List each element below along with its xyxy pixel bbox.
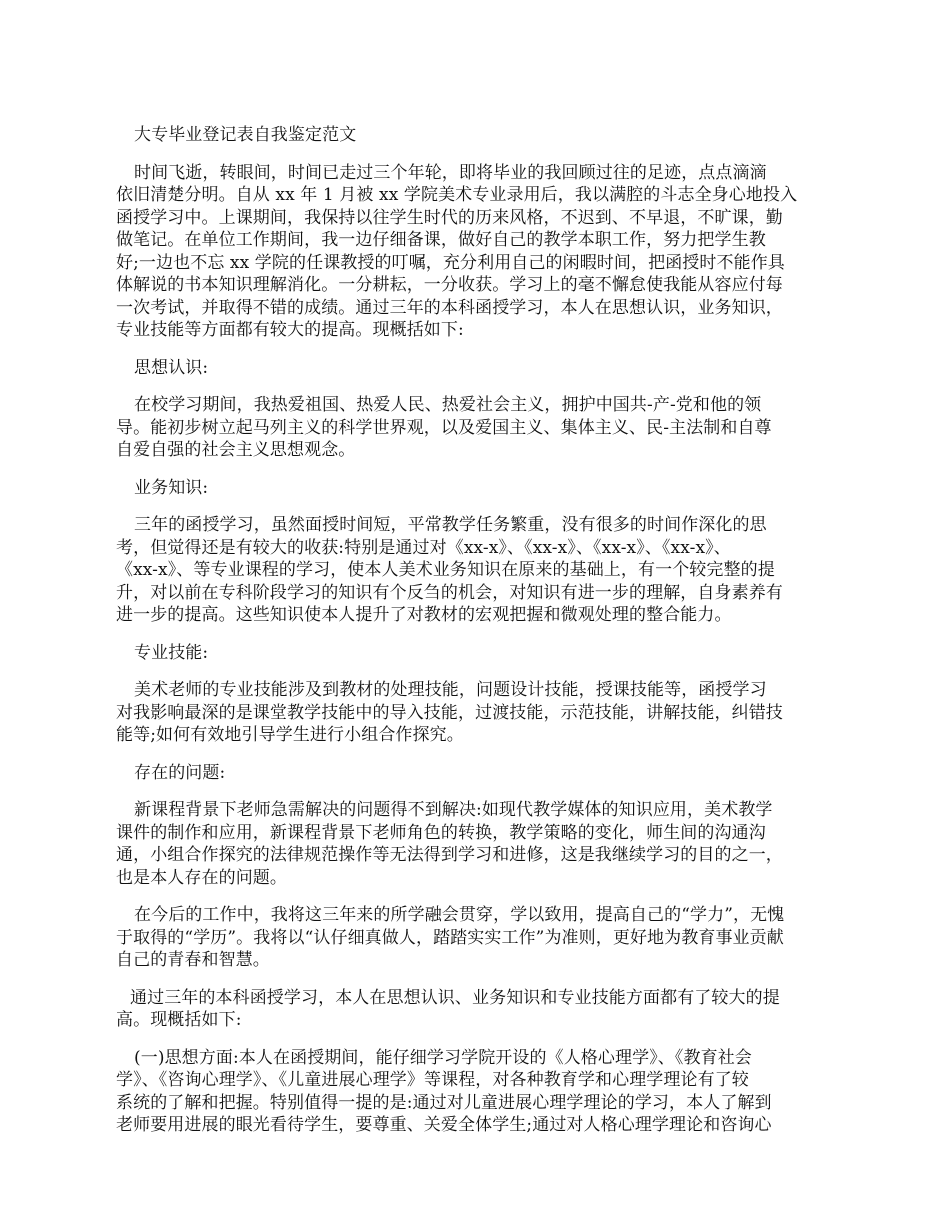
paragraph-spacer	[116, 747, 840, 762]
paragraph	[116, 642, 840, 665]
text-line: 专业技能等方面都有较大的提高。现概括如下:	[116, 320, 464, 340]
text-line: 自己的青春和智慧。	[116, 950, 270, 970]
paragraph	[116, 799, 840, 889]
text-line: 学》、《咨询心理学》、《儿童进展心理学》等课程，对各种教育学和心理学理论有了较	[116, 1070, 749, 1090]
paragraph-spacer	[116, 784, 840, 799]
text-line: 函授学习中。上课期间，我保持以往学生时代的历来风格，不迟到、不早退，不旷课，勤	[116, 207, 783, 228]
document-page	[116, 124, 840, 1137]
text-line: 专业技能:	[134, 642, 209, 663]
paragraph-spacer	[116, 972, 840, 987]
text-line: 美术老师的专业技能涉及到教材的处理技能，问题设计技能，授课技能等，函授学习	[134, 680, 767, 700]
text-line: 业务知识:	[134, 477, 209, 498]
text-line: 三年的函授学习，虽然面授时间短，平常教学任务繁重，没有很多的时间作深化的思	[134, 515, 767, 535]
text-line: 进一步的提高。这些知识使本人提升了对教材的宏观把握和微观处理的整合能力。	[116, 605, 732, 625]
text-line: 存在的问题:	[134, 762, 226, 783]
text-line: 考，但觉得还是有较大的收获:特别是通过对《xx-x》、《xx-x》、《xx-x》、《xx-x》、	[116, 537, 731, 558]
paragraph-spacer	[116, 664, 840, 679]
paragraph	[116, 1047, 840, 1137]
text-line: 思想认识:	[134, 357, 209, 378]
text-line: 导。能初步树立起马列主义的科学世界观，以及爱国主义、集体主义、民-主法制和自尊	[116, 417, 772, 438]
text-line: 课件的制作和应用，新课程背景下老师角色的转换，教学策略的变化，师生间的沟通沟	[116, 822, 766, 843]
text-line: 《xx-x》、等专业课程的学习，使本人美术业务知识在原来的基础上，有一个较完整的提	[116, 560, 775, 580]
text-line: 体解说的书本知识理解消化。一分耕耘，一分收获。学习上的毫不懈怠使我能从容应付每	[116, 275, 783, 295]
paragraph	[116, 357, 840, 380]
paragraph-spacer	[116, 379, 840, 394]
paragraph	[116, 514, 840, 627]
text-line: 好;一边也不忘 xx 学院的任课教授的叮嘱，充分利用自己的闲暇时间，把函授时不能作具	[116, 252, 785, 273]
text-line: 在今后的工作中，我将这三年来的所学融会贯穿，学以致用，提高自己的“学力”，无愧	[134, 905, 785, 925]
text-line: 通过三年的本科函授学习，本人在思想认识、业务知识和专业技能方面都有了较大的提	[130, 987, 780, 1008]
text-line: 高。现概括如下:	[116, 1010, 242, 1030]
text-line: (一)思想方面:本人在函授期间，能仔细学习学院开设的《人格心理学》、《教育社会	[134, 1047, 752, 1068]
paragraph-spacer	[116, 462, 840, 477]
text-line: 老师要用进展的眼光看待学生，要尊重、关爱全体学生;通过对人格心理学理论和咨询心	[116, 1115, 772, 1135]
text-line: 依旧清楚分明。自从 xx 年 1 月被 xx 学院美术专业录用后，我以满腔的斗志全身心地投入	[116, 185, 798, 205]
text-line: 一次考试，并取得不错的成绩。通过三年的本科函授学习，本人在思想认识，业务知识，	[116, 297, 783, 318]
text-line: 新课程背景下老师急需解决的问题得不到解决:如现代教学媒体的知识应用，美术教学	[134, 800, 773, 820]
text-line: 于取得的“学历”。我将以“认仔细真做人，踏踏实实工作”为准则，更好地为教育事业贡献	[116, 927, 784, 948]
text-line: 也是本人存在的问题。	[116, 867, 287, 888]
text-line: 大专毕业登记表自我鉴定范文	[134, 125, 357, 145]
paragraph	[116, 162, 840, 342]
text-line: 能等;如何有效地引导学生进行小组合作探究。	[116, 725, 464, 745]
text-line: 自爱自强的社会主义思想观念。	[116, 440, 356, 460]
paragraph-spacer	[116, 342, 840, 357]
text-line: 做笔记。在单位工作期间，我一边仔细备课，做好自己的教学本职工作，努力把学生教	[116, 230, 766, 250]
text-line: 时间飞逝，转眼间，时间已走过三个年轮，即将毕业的我回顾过往的足迹，点点滴滴	[134, 162, 767, 183]
paragraph-spacer	[116, 499, 840, 514]
paragraph	[116, 679, 840, 747]
text-line: 对我影响最深的是课堂教学技能中的导入技能，过渡技能，示范技能，讲解技能，纠错技	[116, 702, 783, 723]
text-line: 系统的了解和把握。特别值得一提的是:通过对儿童进展心理学理论的学习，本人了解到	[116, 1092, 772, 1113]
paragraph	[116, 394, 840, 462]
text-line: 升，对以前在专科阶段学习的知识有个反刍的机会，对知识有进一步的理解，自身素养有	[116, 582, 783, 603]
document-title	[116, 124, 840, 147]
paragraph	[116, 987, 840, 1032]
paragraph	[116, 477, 840, 500]
text-line: 通，小组合作探究的法律规范操作等无法得到学习和进修，这是我继续学习的目的之一，	[116, 845, 783, 865]
paragraph-spacer	[116, 627, 840, 642]
paragraph	[116, 762, 840, 785]
paragraph	[116, 904, 840, 972]
paragraph-spacer	[116, 889, 840, 904]
text-line: 在校学习期间，我热爱祖国、热爱人民、热爱社会主义，拥护中国共-产-党和他的领	[134, 395, 762, 415]
paragraph-spacer	[116, 1032, 840, 1047]
paragraph-spacer	[116, 147, 840, 162]
